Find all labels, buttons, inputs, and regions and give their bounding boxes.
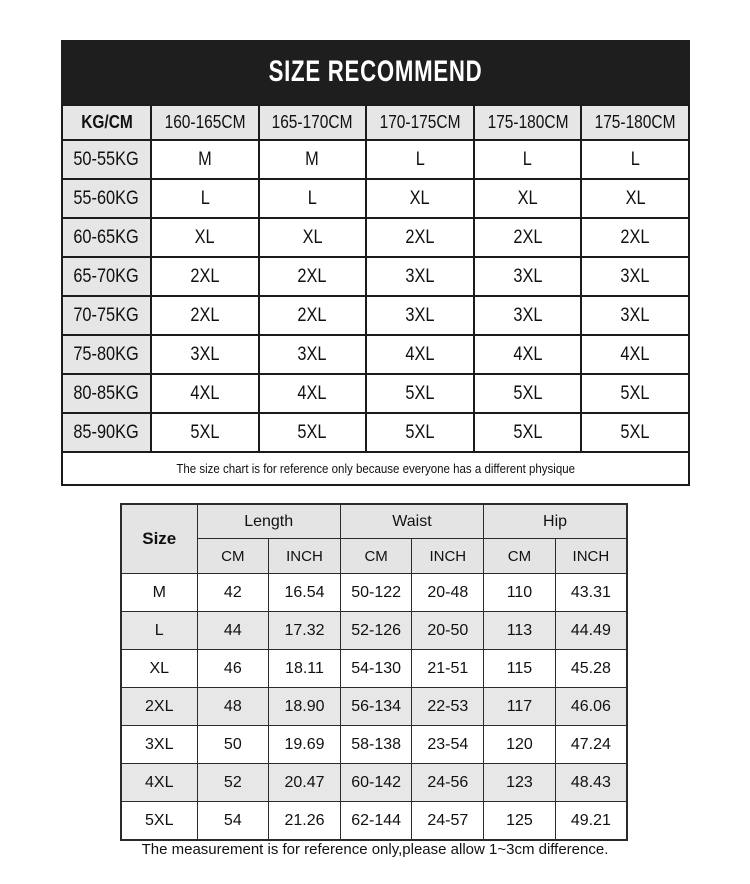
measurement-value-cell <box>269 612 341 650</box>
size-value: XL <box>194 226 215 248</box>
size-value: L <box>415 148 425 170</box>
measurement-value: 44 <box>223 621 242 639</box>
measurement-value: 24-57 <box>427 811 469 829</box>
height-column-header <box>474 105 582 140</box>
size-value-cell <box>151 374 259 413</box>
size-value-cell <box>581 374 689 413</box>
measurement-value-cell <box>340 726 412 764</box>
height-column-label: 170-175CM <box>379 112 461 132</box>
size-label-cell <box>121 726 197 764</box>
size-recommend-footnote: The size chart is for reference only because everyone has a different physique <box>176 461 575 476</box>
measurement-note: The measurement is for reference only,please allow 1~3cm difference. <box>141 841 609 858</box>
height-column-header <box>366 105 474 140</box>
measurement-value-cell <box>340 574 412 612</box>
measurement-value: 52 <box>223 773 242 791</box>
size-value-cell <box>366 179 474 218</box>
weight-row <box>62 257 689 296</box>
size-value-cell <box>259 296 367 335</box>
size-value-cell <box>581 257 689 296</box>
weight-row <box>62 218 689 257</box>
measurement-value-cell <box>340 612 412 650</box>
size-value-cell <box>259 335 367 374</box>
measurement-value-cell <box>197 612 269 650</box>
weight-label-cell <box>62 374 151 413</box>
measurement-value-cell <box>412 650 484 688</box>
measurement-value-cell <box>340 802 412 841</box>
size-value: 2XL <box>297 304 327 326</box>
kg-cm-label: KG/CM <box>80 112 133 132</box>
size-value: 5XL <box>620 382 650 404</box>
hip-group-label: Hip <box>543 512 568 530</box>
measurement-value-cell <box>340 650 412 688</box>
size-label: 5XL <box>145 811 174 829</box>
weight-row <box>62 374 689 413</box>
length-group-label: Length <box>244 512 294 530</box>
unit-header-cell <box>197 539 269 574</box>
measurement-value-cell <box>269 802 341 841</box>
size-value-cell <box>259 140 367 179</box>
weight-label-cell <box>62 257 151 296</box>
measurement-group-header-row <box>121 504 627 539</box>
size-value: XL <box>517 187 538 209</box>
measurement-value: 17.32 <box>284 621 325 639</box>
size-value: 3XL <box>513 304 543 326</box>
measurement-value: 113 <box>506 621 533 639</box>
size-corner-label: Size <box>142 529 177 548</box>
waist-group-header <box>340 504 483 539</box>
size-recommend-header-row <box>62 105 689 140</box>
size-value-cell <box>259 218 367 257</box>
size-value: XL <box>302 226 323 248</box>
size-value-cell <box>366 413 474 452</box>
kg-cm-corner-cell <box>62 105 151 140</box>
weight-label-cell <box>62 140 151 179</box>
measurement-value-cell <box>269 688 341 726</box>
weight-label: 55-60KG <box>73 187 140 209</box>
measurement-value-cell <box>484 574 556 612</box>
height-column-label: 175-180CM <box>487 112 569 132</box>
measurement-value: 21-51 <box>427 659 469 677</box>
size-recommend-title-bar <box>61 40 690 104</box>
size-value-cell <box>366 140 474 179</box>
size-value: 2XL <box>405 226 435 248</box>
size-value: 5XL <box>513 382 543 404</box>
measurement-value-cell <box>269 650 341 688</box>
size-label: 2XL <box>145 697 174 715</box>
measurement-value-cell <box>484 650 556 688</box>
unit-header-cell <box>555 539 627 574</box>
weight-label: 75-80KG <box>73 343 140 365</box>
measurement-value: 18.11 <box>285 659 324 677</box>
size-value: 2XL <box>297 265 327 287</box>
size-label: XL <box>149 659 170 677</box>
size-value-cell <box>474 413 582 452</box>
measurement-value-cell <box>197 764 269 802</box>
size-value: 5XL <box>297 421 327 443</box>
size-value: 3XL <box>190 343 220 365</box>
measurement-value: 110 <box>506 583 533 601</box>
measurement-row <box>121 802 627 841</box>
measurement-value: 20-48 <box>427 583 469 601</box>
measurement-value: 49.21 <box>570 811 611 829</box>
height-column-label: 175-180CM <box>594 112 676 132</box>
size-value-cell <box>366 296 474 335</box>
size-value: 4XL <box>513 343 543 365</box>
measurement-value-cell <box>484 764 556 802</box>
height-column-header <box>259 105 367 140</box>
size-value: 4XL <box>620 343 650 365</box>
size-value-cell <box>151 335 259 374</box>
measurement-value-cell <box>269 574 341 612</box>
measurement-value: 50-122 <box>351 583 402 601</box>
size-label-cell <box>121 650 197 688</box>
measurement-value-cell <box>412 574 484 612</box>
size-value: 2XL <box>513 226 543 248</box>
measurement-value: 18.90 <box>284 697 325 715</box>
size-value: 3XL <box>620 265 650 287</box>
measurement-value: 56-134 <box>351 697 402 715</box>
size-value-cell <box>151 218 259 257</box>
measurement-value-cell <box>555 802 627 841</box>
measurement-value-cell <box>269 726 341 764</box>
measurement-value: 46 <box>223 659 242 677</box>
size-value: 5XL <box>190 421 220 443</box>
size-value: 4XL <box>297 382 327 404</box>
size-value: 2XL <box>190 265 220 287</box>
size-value: XL <box>625 187 646 209</box>
size-value-cell <box>581 179 689 218</box>
size-label-cell <box>121 802 197 841</box>
measurement-value-cell <box>412 802 484 841</box>
measurement-value-cell <box>197 574 269 612</box>
weight-label-cell <box>62 179 151 218</box>
size-value-cell <box>474 374 582 413</box>
unit-header-cell <box>484 539 556 574</box>
weight-label-cell <box>62 296 151 335</box>
measurement-value: 43.31 <box>570 583 611 601</box>
size-value: M <box>197 148 212 170</box>
weight-label-cell <box>62 413 151 452</box>
size-value: L <box>523 148 533 170</box>
size-value-cell <box>581 413 689 452</box>
measurement-value: 23-54 <box>427 735 469 753</box>
size-value: XL <box>409 187 430 209</box>
measurement-value-cell <box>269 764 341 802</box>
measurement-value-cell <box>484 802 556 841</box>
weight-label: 80-85KG <box>73 382 140 404</box>
measurement-value-cell <box>340 764 412 802</box>
unit-label: INCH <box>572 547 610 565</box>
unit-label: CM <box>507 547 532 565</box>
size-value: L <box>307 187 317 209</box>
weight-label: 85-90KG <box>73 421 140 443</box>
measurement-value-cell <box>484 726 556 764</box>
size-label-cell <box>121 688 197 726</box>
measurement-value: 48 <box>223 697 242 715</box>
measurement-value: 50 <box>223 735 242 753</box>
measurement-value-cell <box>412 726 484 764</box>
size-value-cell <box>151 257 259 296</box>
measurement-value: 22-53 <box>427 697 469 715</box>
measurement-value: 54 <box>223 811 242 829</box>
size-value-cell <box>259 257 367 296</box>
size-value: 4XL <box>405 343 435 365</box>
measurement-value-cell <box>555 726 627 764</box>
size-value-cell <box>474 218 582 257</box>
measurement-value-cell <box>484 688 556 726</box>
size-value-cell <box>366 218 474 257</box>
size-recommend-footnote-row <box>62 452 689 485</box>
size-value-cell <box>366 374 474 413</box>
weight-row <box>62 413 689 452</box>
measurement-row <box>121 764 627 802</box>
measurement-value: 115 <box>506 659 533 677</box>
size-value-cell <box>259 179 367 218</box>
measurement-value-cell <box>555 764 627 802</box>
measurement-value: 45.28 <box>570 659 611 677</box>
measurement-value: 52-126 <box>351 621 402 639</box>
measurement-row <box>121 612 627 650</box>
measurement-value-cell <box>484 612 556 650</box>
size-value-cell <box>259 413 367 452</box>
measurement-value: 62-144 <box>351 811 402 829</box>
size-value: 5XL <box>405 382 435 404</box>
size-label-cell <box>121 764 197 802</box>
height-column-header <box>581 105 689 140</box>
measurement-value: 60-142 <box>351 773 402 791</box>
size-value-cell <box>581 296 689 335</box>
measurements-section <box>120 503 628 841</box>
weight-label-cell <box>62 218 151 257</box>
unit-label: INCH <box>429 547 467 565</box>
size-value: 3XL <box>405 265 435 287</box>
measurement-value: 42 <box>223 583 242 601</box>
measurement-value: 48.43 <box>570 773 611 791</box>
size-recommend-title: SIZE RECOMMEND <box>268 55 483 88</box>
size-value: 3XL <box>513 265 543 287</box>
size-value: 5XL <box>513 421 543 443</box>
size-label: 3XL <box>145 735 174 753</box>
measurement-value: 21.26 <box>284 811 325 829</box>
weight-label: 65-70KG <box>73 265 140 287</box>
unit-label: CM <box>364 547 388 565</box>
size-value: 3XL <box>297 343 327 365</box>
weight-label: 70-75KG <box>73 304 140 326</box>
weight-label: 60-65KG <box>73 226 140 248</box>
size-value-cell <box>366 257 474 296</box>
measurement-value: 20-50 <box>427 621 469 639</box>
measurement-value: 123 <box>506 773 533 791</box>
measurement-value-cell <box>412 612 484 650</box>
size-value-cell <box>581 140 689 179</box>
height-column-label: 160-165CM <box>164 112 246 132</box>
size-recommend-section <box>61 40 690 486</box>
unit-header-cell <box>340 539 412 574</box>
measurement-value-cell <box>197 688 269 726</box>
height-column-label: 165-170CM <box>271 112 353 132</box>
size-value-cell <box>581 335 689 374</box>
size-label-cell <box>121 612 197 650</box>
size-value: 4XL <box>190 382 220 404</box>
size-value: L <box>200 187 210 209</box>
size-value-cell <box>474 335 582 374</box>
size-recommend-footnote-cell <box>62 452 689 485</box>
measurement-row <box>121 688 627 726</box>
measurement-value: 19.69 <box>284 735 325 753</box>
measurement-value: 44.49 <box>570 621 611 639</box>
size-value-cell <box>474 257 582 296</box>
hip-group-header <box>484 504 627 539</box>
unit-label: CM <box>221 547 245 565</box>
measurement-row <box>121 650 627 688</box>
measurement-value-cell <box>197 650 269 688</box>
measurement-value-cell <box>555 574 627 612</box>
size-value: 2XL <box>190 304 220 326</box>
length-group-header <box>197 504 340 539</box>
size-value-cell <box>151 296 259 335</box>
measurement-value: 58-138 <box>351 735 402 753</box>
measurement-value: 16.54 <box>284 583 325 601</box>
size-value-cell <box>474 179 582 218</box>
weight-row <box>62 140 689 179</box>
measurement-value-cell <box>340 688 412 726</box>
size-value-cell <box>366 335 474 374</box>
measurement-value-cell <box>555 688 627 726</box>
size-label: M <box>152 583 166 601</box>
measurement-value: 20.47 <box>284 773 325 791</box>
size-value-cell <box>151 179 259 218</box>
measurement-value: 24-56 <box>427 773 469 791</box>
measurement-value: 46.06 <box>570 697 611 715</box>
size-value: 3XL <box>405 304 435 326</box>
measurement-value: 54-130 <box>351 659 402 677</box>
measurement-value-cell <box>555 650 627 688</box>
size-value: 3XL <box>620 304 650 326</box>
size-label-cell <box>121 574 197 612</box>
weight-row <box>62 296 689 335</box>
size-value-cell <box>151 413 259 452</box>
measurement-row <box>121 726 627 764</box>
weight-label: 50-55KG <box>73 148 140 170</box>
size-value: M <box>305 148 320 170</box>
measurements-table <box>120 503 628 841</box>
size-label: L <box>154 621 164 639</box>
measurement-row <box>121 574 627 612</box>
weight-label-cell <box>62 335 151 374</box>
weight-row <box>62 335 689 374</box>
measurement-unit-header-row <box>121 539 627 574</box>
size-label: 4XL <box>145 773 174 791</box>
unit-header-cell <box>269 539 341 574</box>
height-column-header <box>151 105 259 140</box>
waist-group-label: Waist <box>392 512 432 530</box>
measurement-value-cell <box>197 802 269 841</box>
measurement-value: 117 <box>506 697 533 715</box>
size-recommend-table <box>61 104 690 486</box>
measurement-value-cell <box>412 688 484 726</box>
measurement-value-cell <box>197 726 269 764</box>
unit-header-cell <box>412 539 484 574</box>
size-value: 5XL <box>405 421 435 443</box>
size-value-cell <box>474 296 582 335</box>
measurement-value: 125 <box>506 811 533 829</box>
size-value: 5XL <box>620 421 650 443</box>
size-value-cell <box>581 218 689 257</box>
measurement-value-cell <box>412 764 484 802</box>
measurement-value: 120 <box>506 735 533 753</box>
size-value: L <box>630 148 640 170</box>
weight-row <box>62 179 689 218</box>
size-corner-cell <box>121 504 197 574</box>
measurement-value: 47.24 <box>570 735 611 753</box>
size-value-cell <box>151 140 259 179</box>
unit-label: INCH <box>286 547 323 565</box>
size-value-cell <box>474 140 582 179</box>
measurement-value-cell <box>555 612 627 650</box>
size-value: 2XL <box>620 226 650 248</box>
size-value-cell <box>259 374 367 413</box>
